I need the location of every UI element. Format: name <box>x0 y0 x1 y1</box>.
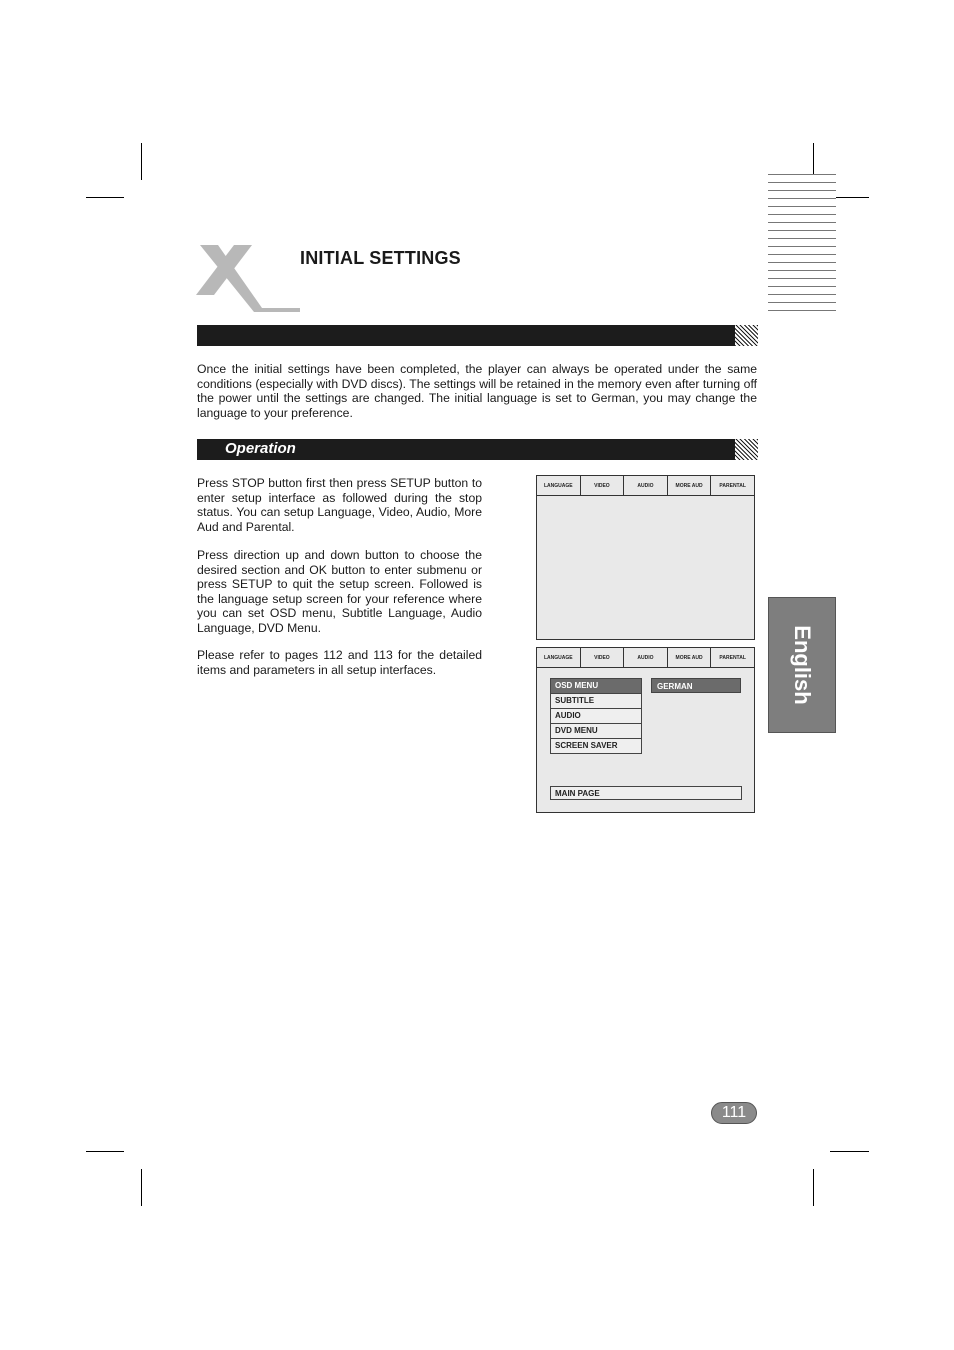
operation-bar-hatch <box>735 439 758 460</box>
menu-item-screen-saver[interactable]: SCREEN SAVER <box>550 739 642 754</box>
tab-video[interactable]: VIDEO <box>581 648 625 667</box>
crop-mark <box>86 197 124 198</box>
operation-paragraph-3: Please refer to pages 112 and 113 for the detailed items and parameters in all setup interfaces. <box>197 648 482 677</box>
stripe-decoration <box>768 174 836 314</box>
operation-paragraph-2: Press direction up and down button to choose the desired section and OK button to enter submenu or press SETUP to quit the setup screen. Followed is the language setup screen for your reference where you can set OSD menu, Subtitle Language, Audio Language, DVD Menu. <box>197 548 482 635</box>
tab-language[interactable]: LANGUAGE <box>537 476 581 495</box>
page-number: 111 <box>711 1102 757 1124</box>
menu-item-audio[interactable]: AUDIO <box>550 709 642 724</box>
brand-logo-icon <box>196 242 300 312</box>
setup-tabs <box>537 648 754 668</box>
tab-video[interactable]: VIDEO <box>581 476 625 495</box>
tab-more-aud[interactable]: MORE AUD <box>668 648 712 667</box>
crop-mark <box>813 1169 814 1206</box>
section-bar <box>197 325 735 346</box>
operation-bar <box>197 439 735 460</box>
setup-screen-language <box>536 647 755 813</box>
tab-parental[interactable]: PARENTAL <box>719 482 746 489</box>
menu-item-dvd-menu[interactable]: DVD MENU <box>550 724 642 739</box>
crop-mark <box>141 1169 142 1206</box>
main-page-button[interactable]: MAIN PAGE <box>550 786 742 800</box>
operation-paragraph-1: Press STOP button first then press SETUP button to enter setup interface as followed during the stop status. You can setup Language, Video, Audio, More Aud and Parental. <box>197 476 482 534</box>
intro-paragraph: Once the initial settings have been completed, the player can always be operated under the same conditions (especially with DVD discs). The settings will be retained in the memory even after turning off the power until the settings are changed. The initial language is set to German, you may change the language to your preference. <box>197 362 757 420</box>
tab-more-aud[interactable]: MORE AUD <box>668 476 712 495</box>
page-title: INITIAL SETTINGS <box>300 248 461 268</box>
tab-audio[interactable]: AUDIO <box>624 476 668 495</box>
setup-tabs <box>537 476 754 496</box>
language-menu-list <box>550 678 642 754</box>
menu-item-subtitle[interactable]: SUBTITLE <box>550 694 642 709</box>
osd-value-option[interactable]: GERMAN <box>651 678 741 693</box>
language-side-tab <box>768 597 836 733</box>
tab-parental[interactable]: PARENTAL <box>719 654 746 661</box>
tab-audio[interactable]: AUDIO <box>624 648 668 667</box>
menu-item-osd-menu[interactable]: OSD MENU <box>550 678 642 694</box>
operation-heading: Operation <box>225 440 296 457</box>
tab-language[interactable]: LANGUAGE <box>537 648 581 667</box>
crop-mark <box>830 1151 869 1152</box>
crop-mark <box>86 1151 124 1152</box>
language-side-tab-label: English <box>790 625 815 705</box>
setup-screen-empty <box>536 475 755 640</box>
crop-mark <box>141 143 142 180</box>
section-bar-hatch <box>735 325 758 346</box>
